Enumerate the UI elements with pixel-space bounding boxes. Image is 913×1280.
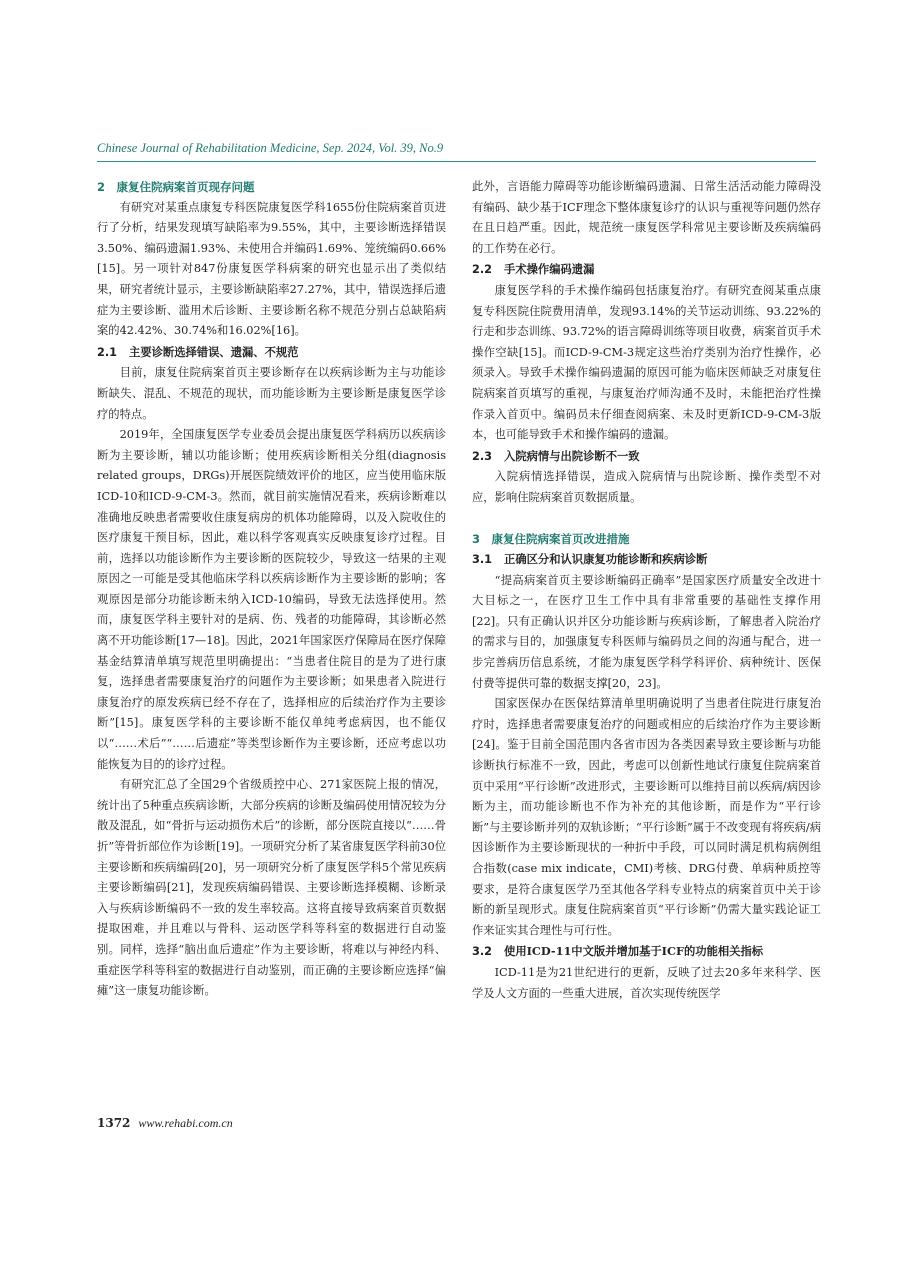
subsection-2-2-title: 手术操作编码遗漏 <box>504 262 595 277</box>
subsection-2-1-title: 主要诊断选择错误、遗漏、不规范 <box>129 344 299 359</box>
subsection-2-1-paragraph-1: 目前，康复住院病案首页主要诊断存在以疾病诊断为主与功能诊断缺失、混乱、不规范的现状，而功能诊断为主要诊断是康复医学诊疗的特点。 <box>97 366 446 421</box>
subsection-2-3-paragraph-1: 入院病情选择错误，造成入院病情与出院诊断、操作类型不对应，影响住院病案首页数据质量。 <box>472 470 821 504</box>
section-2-title: 2 康复住院病案首页现存问题 <box>97 180 255 194</box>
left-column <box>97 177 446 1002</box>
subsection-2-1-paragraph-2: 2019年，全国康复医学专业委员会提出康复医学科病历以疾病诊断为主要诊断，辅以功能诊断；使用疾病诊断相关分组(diagnosis related groups，DRGs)开展医院绩效评价的地区，应当使用临床版ICD-10和ICD-9-CM-3。然而，就目前实施情况看来，疾病诊断难以准确地反映患者需要收住康复病房的机体功能障碍，以及入院收住的医疗康复干预目标，因此，难以科学客观真实反映康复诊疗过程。目前，选择以功能诊断作为主要诊断的医院较少，导致这一结果的主观原因之一可能是受其他临床学科以疾病诊断作为主要诊断的影响；客观原因是部分功能诊断未纳入ICD-10编码，导致无法选择使用。然而，康复医学科主要针对的是病、伤、残者的功能障碍，其诊断必然离不开功能诊断[17—18]。因此，2021年国家医疗保障局在医疗保障基金结算清单填写规范里明确提出：“当患者住院目的是为了进行康复，选择患者需要康复治疗的问题作为主要诊断；如果患者入院进行康复治疗的原发疾病已经不存在了，选择相应的后续治疗作为主要诊断”[15]。康复医学科的主要诊断不能仅单纯考虑病因，也不能仅以“……术后”“……后遗症”等类型诊断作为主要诊断，还应考虑以功能恢复为目的的诊疗过程。 <box>97 428 446 771</box>
subsection-3-2-title: 使用ICD-11中文版并增加基于ICF的功能相关指标 <box>504 944 764 959</box>
subsection-3-1-paragraph-1: “提高病案首页主要诊断编码正确率”是国家医疗质量安全改进十大目标之一，在医疗卫生工作中具有非常重要的基础性支撑作用[22]。只有正确认识并区分功能诊断与疾病诊断，了解患者入院治疗的需求与目的，加强康复专科医师与编码员之间的沟通与配合，进一步完善病历信息系统，才能为康复医学科学科评价、病种统计、医保付费等提供可靠的数据支撑[20，23]。 <box>472 573 821 690</box>
section-3-title: 3 康复住院病案首页改进措施 <box>472 531 630 546</box>
right-column <box>472 177 821 1004</box>
subsection-2-2-paragraph-1: 康复医学科的手术操作编码包括康复治疗。有研究查阅某重点康复专科医院住院费用清单，发现93.14%的关节运动训练、93.22%的行走和步态训练、93.72%的语言障碍训练等项目收费，病案首页手术操作空缺[15]。而ICD-9-CM-3规定这些治疗类别为治疗性操作，必须录入。导致手术操作编码遗漏的原因可能为临床医师缺乏对康复住院病案首页填写的重视，与康复治疗师沟通不及时，未能把治疗性操作录入首页中。编码员未仔细查阅病案、未及时更新ICD-9-CM-3版本，也可能导致手术和操作编码的遗漏。 <box>472 283 821 442</box>
subsection-2-2-number: 2.2 <box>472 263 493 277</box>
subsection-3-2-paragraph-1: ICD-11是为21世纪进行的更新，反映了过去20多年来科学、医学及人文方面的一些重大进展，首次实现传统医学 <box>472 965 821 1000</box>
subsection-3-1-title: 正确区分和认识康复功能诊断和疾病诊断 <box>504 552 708 567</box>
subsection-3-1-paragraph-2: 国家医保办在医保结算清单里明确说明了当患者住院进行康复治疗时，选择患者需要康复治疗的问题或相应的后续治疗作为主要诊断[24]。鉴于目前全国范围内各省市因为各类因素导致主要诊断与功能诊断执行标准不一致，因此，考虑可以创新性地试行康复住院病案首页中采用“平行诊断”改进形式，主要诊断可以维持目前以疾病/病因诊断为主，而功能诊断也不作为补充的其他诊断，而是作为“平行诊断”与主要诊断并列的双轨诊断；“平行诊断”属于不改变现有将疾病/病因诊断作为主要诊断现状的一种折中手段，可以同时满足机构病例组合指数(case mix indicate，CMI)考核、DRG付费、单病种质控等要求，是符合康复医学乃至其他各学科专业特点的病案首页中关于诊断的新呈现形式。康复住院病案首页“平行诊断”仍需大量实践论证工作来证实其合理性与可行性。 <box>472 697 821 937</box>
journal-website: www.rehabi.com.cn <box>138 1116 233 1130</box>
section-2-paragraph-1: 有研究对某重点康复专科医院康复医学科1655份住院病案首页进行了分析，结果发现填写缺陷率为9.55%，其中，主要诊断选择错误3.50%、编码遗漏1.93%、未使用合并编码1.69%、笼统编码0.66%[15]。另一项针对847份康复医学科病案的研究也显示出了类似结果，研究者统计显示，主要诊断缺陷率27.27%，其中，错误选择后遗症为主要诊断、滥用术后诊断、主要诊断名称不规范分别占总缺陷病案的42.42%、30.74%和16.02%[16]。 <box>97 200 446 338</box>
subsection-2-2-heading <box>472 259 821 281</box>
section-spacer <box>472 509 821 529</box>
subsection-2-1-heading <box>97 342 446 364</box>
subsection-2-3-title: 入院病情与出院诊断不一致 <box>504 448 640 463</box>
subsection-2-1-paragraph-3-continued: 此外，言语能力障碍等功能诊断编码遗漏、日常生活活动能力障碍没有编码、缺少基于ICF理念下整体康复诊疗的认识与重视等问题仍然存在且日趋严重。因此，规范统一康复医学科常见主要诊断及疾病编码的工作势在必行。 <box>472 180 821 255</box>
subsection-2-1-number: 2.1 <box>97 345 118 359</box>
subsection-2-3-heading <box>472 446 821 468</box>
subsection-2-1-paragraph-3: 有研究汇总了全国29个省级质控中心、271家医院上报的情况，统计出了5种重点疾病诊断，大部分疾病的诊断及编码使用情况较为分散及混乱，如“骨折与运动损伤术后”的诊断，部分医院直接以“……骨折”等骨折部位作为诊断[19]。一项研究分析了某省康复医学科前30位主要诊断和疾病编码[20]，另一项研究分析了康复医学科5个常见疾病主要诊断编码[21]，发现疾病编码错误、主要诊断选择模糊、诊断录入与疾病诊断编码不一致的发生率较高。这将直接导致病案首页数据提取困难，并且难以与骨科、运动医学科等科室的数据进行自动鉴别。同样，选择“脑出血后遗症”作为主要诊断，将难以与神经内科、重症医学科等科室的数据进行自动鉴别，而正确的主要诊断应选择“偏瘫”这一康复功能诊断。 <box>97 778 446 998</box>
page-footer <box>97 1116 233 1131</box>
running-head: Chinese Journal of Rehabilitation Medicine, Sep. 2024, Vol. 39, No.9 <box>97 141 444 155</box>
subsection-3-2-heading <box>472 941 821 963</box>
subsection-3-1-heading <box>472 549 821 571</box>
header-rule <box>97 161 816 162</box>
subsection-3-1-number: 3.1 <box>472 553 493 567</box>
subsection-3-2-number: 3.2 <box>472 945 493 959</box>
page-number: 1372 <box>97 1116 131 1130</box>
subsection-2-3-number: 2.3 <box>472 449 493 463</box>
